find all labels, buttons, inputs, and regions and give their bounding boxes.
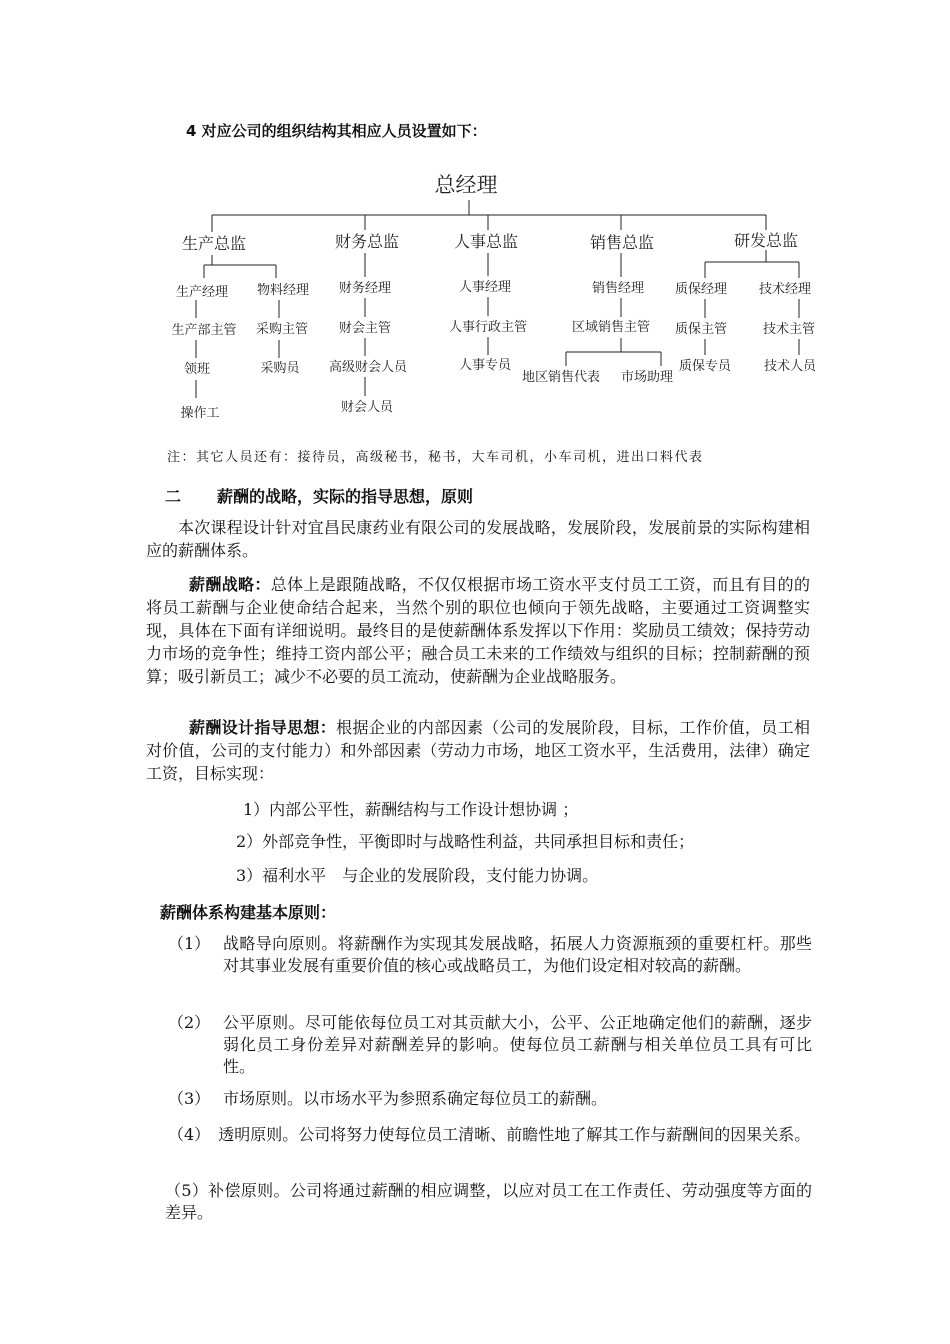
strategy-label: 薪酬战略：	[189, 575, 271, 594]
org-node: 人事专员	[458, 358, 512, 373]
org-node: 财会人员	[340, 400, 394, 415]
org-node: 质保主管	[674, 322, 728, 337]
principle-text: 市场原则。以市场水平为参照系确定每位员工的薪酬。	[223, 1089, 608, 1108]
org-node: 生产部主管	[171, 323, 237, 338]
guide-paragraph	[146, 716, 810, 785]
org-node: 领班	[183, 362, 211, 377]
guide-text: 根据企业的内部因素（公司的发展阶段，目标，工作价值，员工相对价值，公司的支付能力）和外部因素（劳动力市场，地区工资水平，生活费用，法律）确定工资，目标实现：	[146, 718, 810, 783]
principle-number: （3）	[168, 1089, 211, 1108]
org-chart	[0, 0, 950, 440]
org-node: 生产经理	[175, 285, 229, 300]
org-director: 研发总监	[733, 231, 799, 250]
section-2-heading	[165, 484, 473, 507]
principle-item	[168, 1088, 812, 1110]
org-director: 生产总监	[181, 234, 247, 253]
org-node: 物料经理	[256, 283, 310, 298]
principle-item	[165, 1180, 812, 1224]
org-node: 技术经理	[758, 282, 812, 297]
section-heading-4: 4 对应公司的组织结构其相应人员设置如下：	[186, 122, 487, 140]
org-director: 财务总监	[334, 232, 400, 251]
org-node: 质保经理	[674, 282, 728, 297]
strategy-paragraph	[146, 573, 810, 688]
org-node: 高级财会人员	[328, 360, 408, 375]
org-node: 技术主管	[762, 322, 816, 337]
principle-number: （2）	[168, 1013, 211, 1032]
other-staff-note: 注：其它人员还有：接待员，高级秘书，秘书，大车司机，小车司机，进出口料代表	[167, 450, 704, 465]
org-node: 采购员	[260, 361, 300, 376]
intro-paragraph: 本次课程设计针对宜昌民康药业有限公司的发展战略，发展阶段，发展前景的实际构建相应的薪酬体系。	[146, 518, 810, 560]
principle-text: 补偿原则。公司将通过薪酬的相应调整，以应对员工在工作责任、劳动强度等方面的差异。	[165, 1181, 812, 1222]
principle-item	[168, 933, 812, 977]
org-node: 财会主管	[338, 321, 392, 336]
section-2-title: 薪酬的战略，实际的指导思想，原则	[217, 487, 474, 506]
goal-item: 3）福利水平 与企业的发展阶段，支付能力协调。	[236, 866, 599, 885]
org-node: 区域销售主管	[571, 320, 651, 335]
principle-text: 战略导向原则。将薪酬作为实现其发展战略，拓展人力资源瓶颈的重要杠杆。那些对其事业发展有重要价值的核心或战略员工，为他们设定相对较高的薪酬。	[223, 934, 812, 975]
principle-item	[168, 1124, 812, 1146]
org-node: 财务经理	[338, 281, 392, 296]
principles-title: 薪酬体系构建基本原则：	[160, 903, 337, 922]
org-node: 销售经理	[591, 281, 645, 296]
org-node: 人事经理	[458, 280, 512, 295]
org-node: 操作工	[180, 406, 220, 421]
principle-item	[168, 1012, 812, 1078]
principle-number: （1）	[168, 934, 211, 953]
principle-number: （5）	[165, 1181, 209, 1200]
strategy-text: 总体上是跟随战略，不仅仅根据市场工资水平支付员工工资，而且有目的的将员工薪酬与企业使命结合起来，当然个别的职位也倾向于领先战略，主要通过工资调整实现，具体在下面有详细说明。最终目的是使薪酬体系发挥以下作用：奖励员工绩效；保持劳动力市场的竞争性；维持工资内部公平；融合员工未来的工作绩效与组织的目标；控制薪酬的预算；吸引新员工；减少不必要的员工流动，使薪酬为企业战略服务。	[146, 575, 810, 686]
goal-item: 1）内部公平性，薪酬结构与工作设计想协调 ；	[243, 800, 579, 819]
org-director: 人事总监	[453, 232, 519, 251]
principle-number: （4）	[168, 1125, 203, 1144]
org-node: 质保专员	[678, 359, 732, 374]
principle-text: 公平原则。尽可能依每位员工对其贡献大小，公平、公正地确定他们的薪酬，逐步弱化员工身份差异对薪酬差异的影响。使每位员工薪酬与相关单位员工具有可比性。	[223, 1013, 812, 1076]
org-node: 人事行政主管	[448, 320, 528, 335]
org-node: 市场助理	[620, 370, 674, 385]
org-node: 地区销售代表	[521, 370, 601, 385]
org-director: 销售总监	[589, 233, 655, 252]
guide-label: 薪酬设计指导思想：	[189, 718, 337, 737]
org-node: 采购主管	[255, 322, 309, 337]
section-2-number: 二	[165, 487, 182, 506]
org-root: 总经理	[434, 173, 498, 197]
goal-item: 2）外部竞争性，平衡即时与战略性利益，共同承担目标和责任；	[236, 832, 695, 851]
principle-text: 透明原则。公司将努力使每位员工清晰、前瞻性地了解其工作与薪酬间的因果关系。	[218, 1125, 811, 1144]
org-node: 技术人员	[763, 359, 817, 374]
